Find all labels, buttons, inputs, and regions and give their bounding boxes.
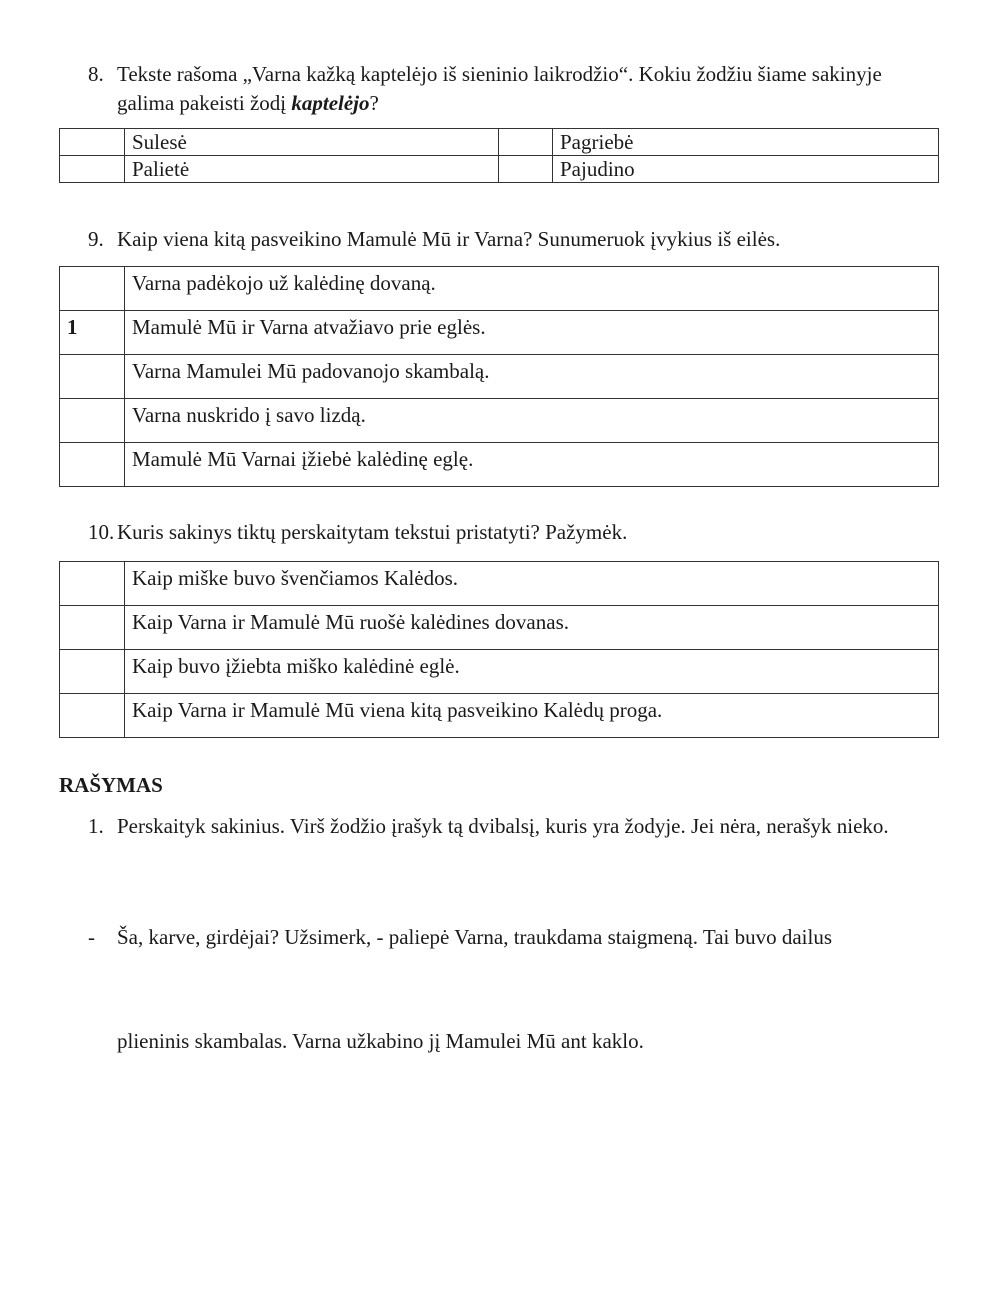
question-8-line2-suffix: ? bbox=[369, 90, 379, 115]
answer-box[interactable] bbox=[60, 694, 125, 738]
option-cell: Sulesė bbox=[125, 129, 499, 156]
question-9-number: 9. bbox=[88, 227, 104, 251]
answer-box[interactable] bbox=[60, 129, 125, 156]
event-cell: Varna Mamulei Mū padovanojo skambalą. bbox=[125, 355, 939, 399]
table-row bbox=[60, 129, 939, 156]
table-row bbox=[60, 355, 939, 399]
dialogue-dash: - bbox=[88, 925, 95, 949]
question-8-line2-prefix: galima pakeisti žodį bbox=[117, 90, 292, 115]
table-row bbox=[60, 267, 939, 311]
event-cell: Mamulė Mū Varnai įžiebė kalėdinę eglę. bbox=[125, 443, 939, 487]
event-cell: Mamulė Mū ir Varna atvažiavo prie eglės. bbox=[125, 311, 939, 355]
option-cell: Kaip buvo įžiebta miško kalėdinė eglė. bbox=[125, 650, 939, 694]
answer-box[interactable] bbox=[60, 156, 125, 183]
order-box[interactable] bbox=[60, 399, 125, 443]
answer-box[interactable] bbox=[60, 562, 125, 606]
option-cell: Kaip Varna ir Mamulė Mū ruošė kalėdines dovanas. bbox=[125, 606, 939, 650]
order-box[interactable] bbox=[60, 443, 125, 487]
question-8-line1: Tekste rašoma „Varna kažką kaptelėjo iš sieninio laikrodžio“. Kokiu žodžiu šiame sakinyje bbox=[117, 62, 882, 86]
writing-task-1-number: 1. bbox=[88, 814, 104, 838]
question-8 bbox=[88, 60, 938, 118]
writing-task-1 bbox=[88, 812, 938, 841]
table-row bbox=[60, 399, 939, 443]
question-9 bbox=[88, 225, 938, 254]
question-10-table bbox=[59, 561, 939, 738]
option-cell: Kaip miške buvo švenčiamos Kalėdos. bbox=[125, 562, 939, 606]
event-cell: Varna padėkojo už kalėdinę dovaną. bbox=[125, 267, 939, 311]
event-cell: Varna nuskrido į savo lizdą. bbox=[125, 399, 939, 443]
option-cell: Pagriebė bbox=[553, 129, 939, 156]
answer-box[interactable] bbox=[499, 129, 553, 156]
question-10-number: 10. bbox=[88, 520, 115, 544]
order-box[interactable] bbox=[60, 267, 125, 311]
question-8-text bbox=[117, 60, 938, 118]
option-cell: Palietė bbox=[125, 156, 499, 183]
question-9-table bbox=[59, 266, 939, 487]
section-heading: RAŠYMAS bbox=[59, 773, 163, 797]
answer-box[interactable] bbox=[499, 156, 553, 183]
table-row bbox=[60, 694, 939, 738]
question-8-number: 8. bbox=[88, 62, 104, 86]
table-row bbox=[60, 606, 939, 650]
option-cell: Kaip Varna ir Mamulė Mū viena kitą pasveikino Kalėdų proga. bbox=[125, 694, 939, 738]
answer-box[interactable] bbox=[60, 650, 125, 694]
table-row bbox=[60, 443, 939, 487]
answer-box[interactable] bbox=[60, 606, 125, 650]
question-8-table bbox=[59, 128, 939, 183]
question-8-emphasis: kaptelėjo bbox=[291, 90, 370, 115]
table-row bbox=[60, 650, 939, 694]
option-cell: Pajudino bbox=[553, 156, 939, 183]
table-row bbox=[60, 156, 939, 183]
question-9-text: Kaip viena kitą pasveikino Mamulė Mū ir Varna? Sunumeruok įvykius iš eilės. bbox=[117, 227, 781, 251]
question-10-text: Kuris sakinys tiktų perskaitytam tekstui pristatyti? Pažymėk. bbox=[117, 520, 628, 544]
sentence-line-2: plieninis skambalas. Varna užkabino jį Mamulei Mū ant kaklo. bbox=[117, 1029, 644, 1053]
question-10 bbox=[88, 518, 938, 547]
table-row bbox=[60, 311, 939, 355]
order-box[interactable]: 1 bbox=[60, 311, 125, 355]
sentence-line-1: Ša, karve, girdėjai? Užsimerk, - paliepė Varna, traukdama staigmeną. Tai buvo dailus bbox=[117, 925, 833, 949]
table-row bbox=[60, 562, 939, 606]
writing-task-1-text: Perskaityk sakinius. Virš žodžio įrašyk tą dvibalsį, kuris yra žodyje. Jei nėra, nerašyk nieko. bbox=[117, 814, 889, 838]
order-box[interactable] bbox=[60, 355, 125, 399]
